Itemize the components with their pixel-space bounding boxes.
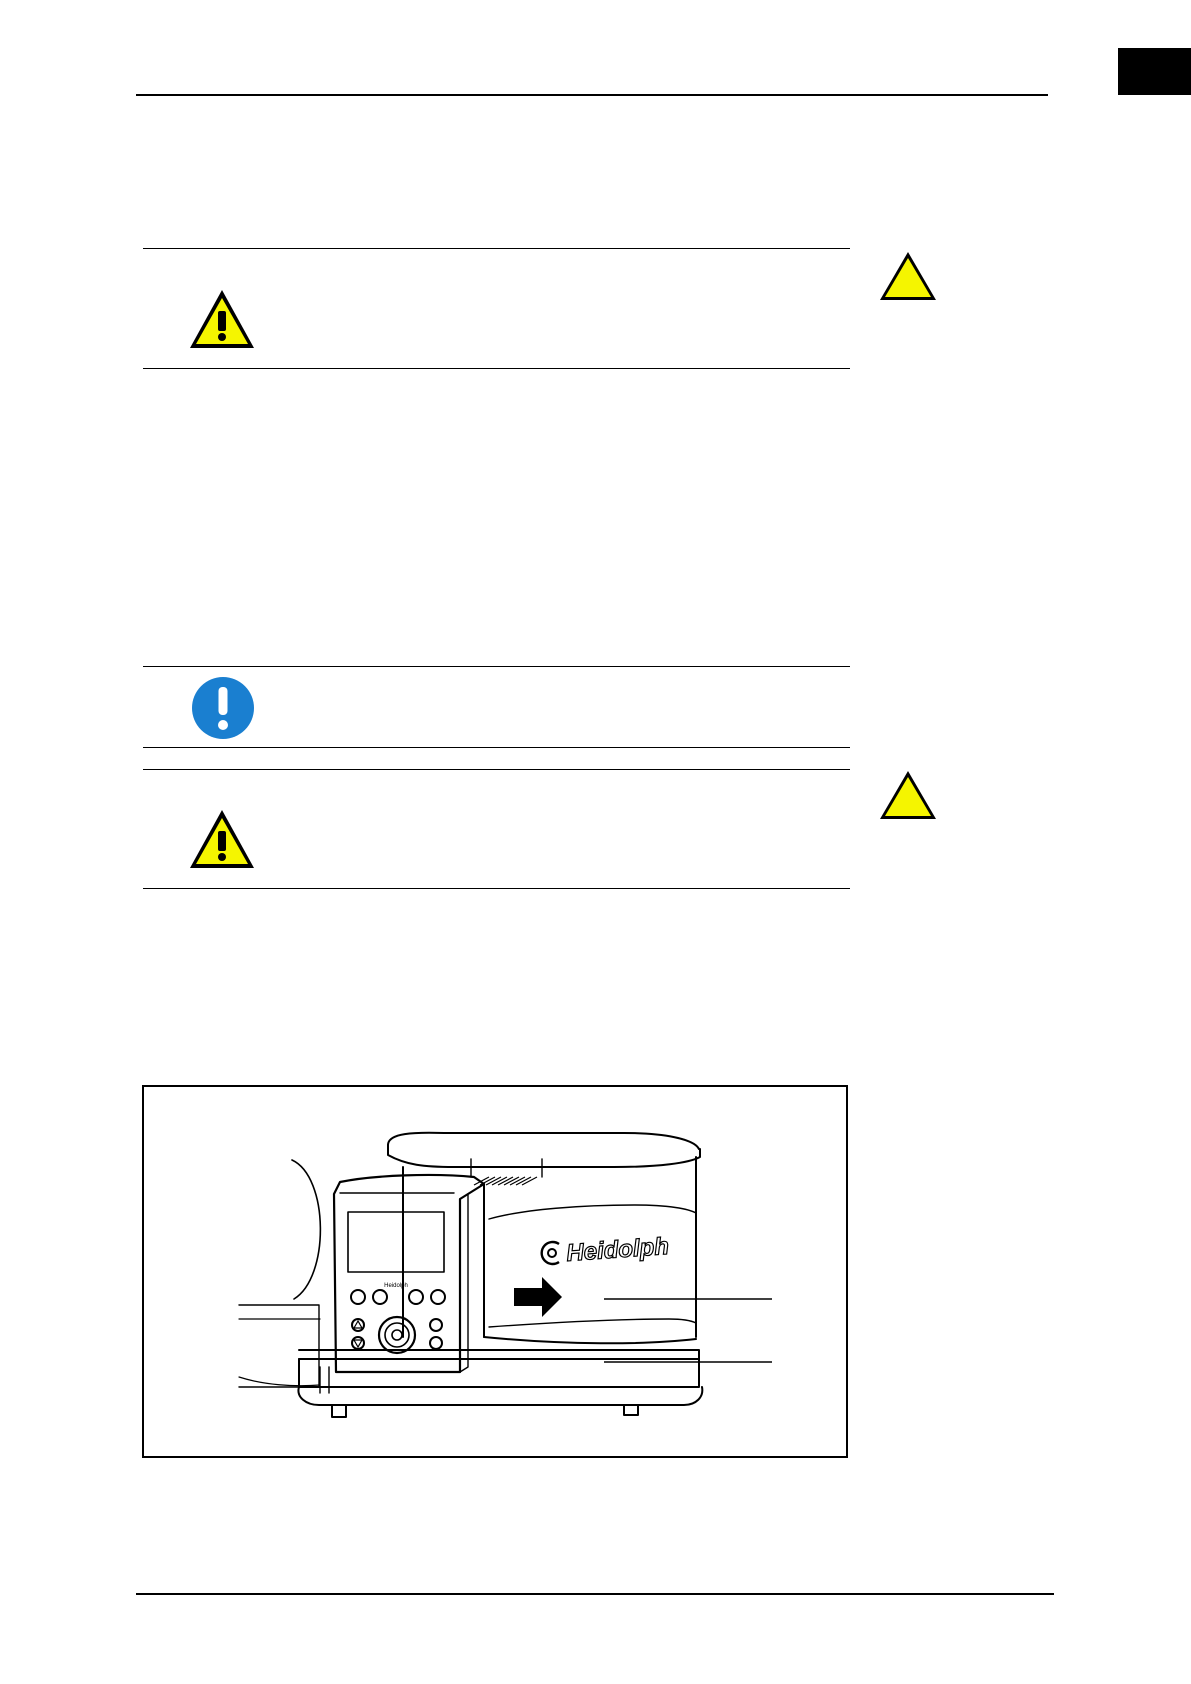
warning-triangle-small-icon	[878, 250, 938, 302]
brand-label: Heidolph	[565, 1232, 670, 1267]
warning-triangle-small-icon	[878, 769, 938, 821]
warning-block-2-top-rule	[143, 769, 850, 770]
warning-block-1-top-rule	[143, 248, 850, 249]
header-rule	[136, 94, 1048, 96]
footer-rule	[136, 1593, 1054, 1595]
warning-block-1-bottom-rule	[143, 368, 850, 369]
direction-arrow-icon	[514, 1277, 562, 1317]
device-illustration	[144, 1087, 846, 1456]
language-tab	[1118, 48, 1191, 95]
info-block-bottom-rule	[143, 747, 850, 748]
exclamation-circle-icon	[189, 674, 257, 742]
warning-block-2-bottom-rule	[143, 888, 850, 889]
info-block-top-rule	[143, 666, 850, 667]
device-figure	[142, 1085, 848, 1458]
panel-brand-label: Heidolph	[384, 1283, 408, 1289]
warning-triangle-icon	[187, 287, 257, 351]
warning-triangle-icon	[187, 807, 257, 871]
